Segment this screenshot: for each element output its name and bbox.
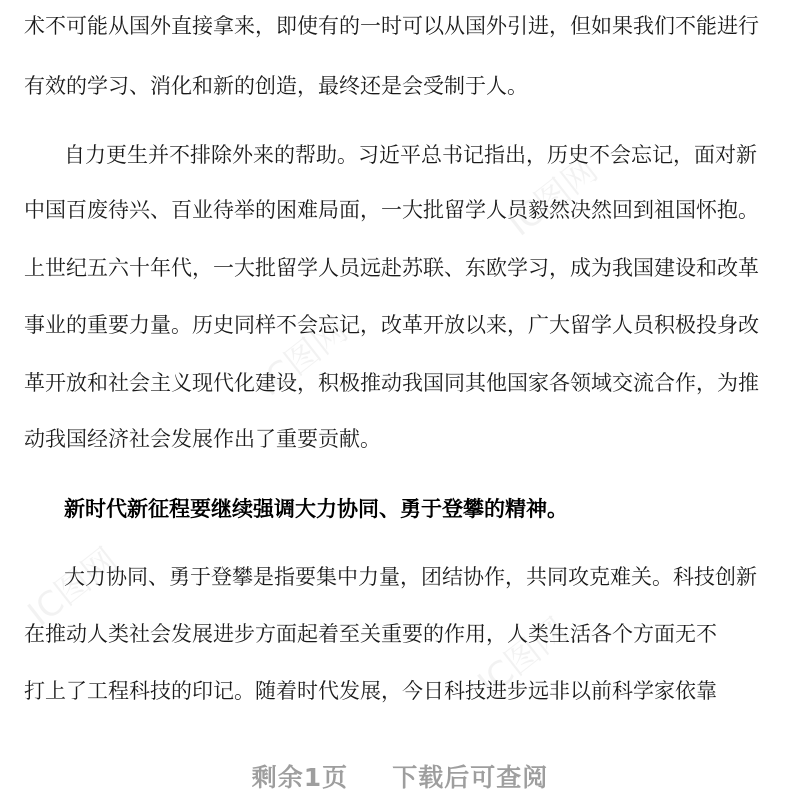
text-line: 自力更生并不排除外来的帮助。习近平总书记指出，历史不会忘记，面对新 xyxy=(64,143,757,167)
text-line: 在推动人类社会发展进步方面起着至关重要的作用，人类生活各个方面无不 xyxy=(24,622,717,646)
download-prompt[interactable] xyxy=(0,752,800,800)
section-heading: 新时代新征程要继续强调大力协同、勇于登攀的精神。 xyxy=(64,497,568,521)
watermark: IC图网 xyxy=(20,540,126,635)
text-line: 上世纪五六十年代，一大批留学人员远赴苏联、东欧学习，成为我国建设和改革 xyxy=(24,256,759,280)
text-line: 革开放和社会主义现代化建设，积极推动我国同其他国家各领域交流合作，为推 xyxy=(24,371,759,395)
remaining-pages-label: 剩余1页 xyxy=(251,763,349,792)
text-line: 事业的重要力量。历史同样不会忘记，改革开放以来，广大留学人员积极投身改 xyxy=(24,313,759,337)
text-line: 中国百废待兴、百业待举的困难局面，一大批留学人员毅然决然回到祖国怀抱。 xyxy=(24,198,759,222)
text-line: 大力协同、勇于登攀是指要集中力量，团结协作，共同攻克难关。科技创新 xyxy=(64,565,757,589)
text-line: 打上了工程科技的印记。随着时代发展，今日科技进步远非以前科学家依靠 xyxy=(24,679,717,703)
watermark: IC图网 xyxy=(470,610,576,705)
text-line: 动我国经济社会发展作出了重要贡献。 xyxy=(24,427,381,451)
text-line: 术不可能从国外直接拿来，即使有的一时可以从国外引进，但如果我们不能进行 xyxy=(24,14,759,38)
download-to-view-button[interactable]: 下载后可查阅 xyxy=(392,763,549,792)
watermark: IC图网 xyxy=(250,310,356,405)
watermark: IC图网 xyxy=(500,150,606,245)
text-line: 有效的学习、消化和新的创造，最终还是会受制于人。 xyxy=(24,74,528,98)
